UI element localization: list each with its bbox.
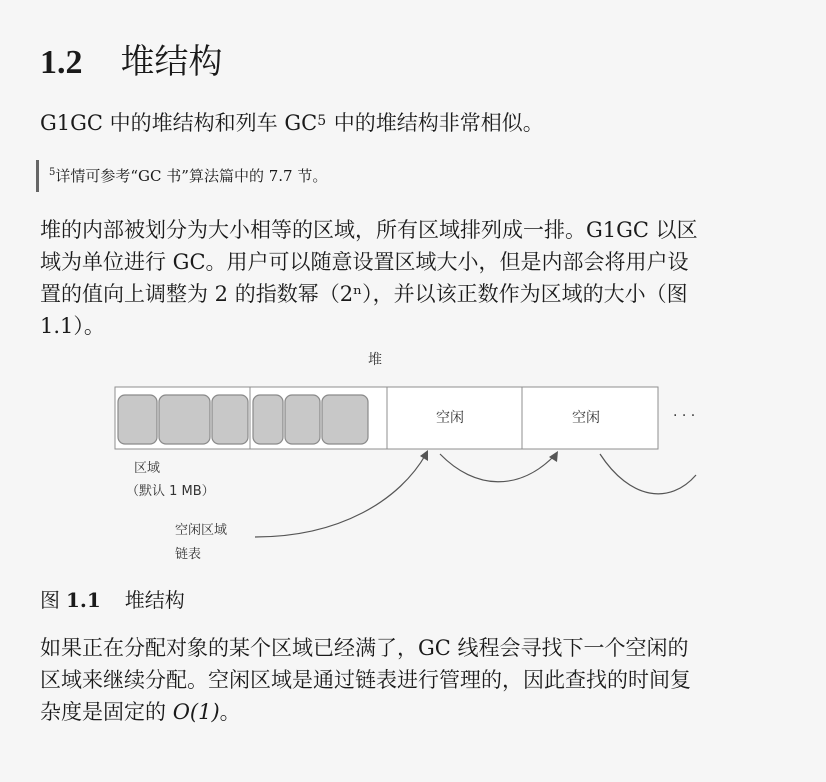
allocated-block	[285, 395, 320, 444]
region-label: 区域	[134, 461, 161, 476]
allocated-block	[118, 395, 157, 444]
section-heading	[40, 40, 223, 84]
paragraph-intro-text-before: G1GC 中的堆结构和列车 GC	[40, 111, 318, 135]
paragraph-allocation	[40, 632, 800, 728]
allocated-block	[159, 395, 210, 444]
big-o-notation: O(1)	[172, 700, 220, 724]
footnote	[36, 160, 327, 192]
allocated-block	[322, 395, 368, 444]
figure-caption	[40, 584, 185, 616]
allocated-block	[253, 395, 283, 444]
paragraph-line	[40, 696, 800, 728]
section-number: 1.2	[40, 44, 83, 81]
region-size-label: （默认 1 MB）	[126, 484, 215, 499]
section-title: 堆结构	[120, 42, 223, 82]
paragraph-intro	[40, 106, 544, 140]
ellipsis: · · ·	[673, 408, 696, 424]
paragraph-line: 域为单位进行 GC。用户可以随意设置区域大小，但是内部会将用户设	[40, 250, 689, 274]
free-list-link	[440, 454, 556, 482]
heap-structure-figure	[100, 340, 740, 580]
paragraph-line: 如果正在分配对象的某个区域已经满了，GC 线程会寻找下一个空闲的	[40, 636, 689, 660]
paragraph-line: 堆的内部被划分为大小相等的区域，所有区域排列成一排。G1GC 以区	[40, 218, 698, 242]
free-list-label: 链表	[175, 547, 202, 562]
footnote-text: 详情可参考“GC 书”算法篇中的 7.7 节。	[55, 167, 328, 185]
paragraph-line: 1.1）。	[40, 314, 105, 338]
free-region-label: 空闲	[436, 410, 464, 426]
arrowhead	[420, 450, 428, 461]
paragraph-intro-text-after: 中的堆结构非常相似。	[327, 111, 544, 135]
paragraph-heap-regions	[40, 214, 785, 342]
free-list-link	[600, 454, 696, 494]
footnote-ref: 5	[317, 113, 327, 129]
free-list-label: 空闲区域	[175, 523, 228, 538]
caption-title: 堆结构	[124, 588, 185, 612]
free-list-arrow	[255, 454, 426, 537]
paragraph-line: 置的值向上调整为 2 的指数幂（2ⁿ），并以该正数作为区域的大小（图	[40, 282, 688, 306]
heap-label: 堆	[368, 352, 382, 368]
caption-number: 1.1	[66, 588, 101, 612]
paragraph-line: 区域来继续分配。空闲区域是通过链表进行管理的，因此查找的时间复	[40, 668, 691, 692]
allocated-block	[212, 395, 248, 444]
paragraph-line-text: 杂度是固定的	[40, 700, 173, 724]
caption-label: 图	[40, 588, 60, 612]
paragraph-line-text: 。	[219, 700, 241, 724]
footnote-mark: 5	[49, 167, 56, 178]
free-region-label: 空闲	[572, 410, 600, 426]
